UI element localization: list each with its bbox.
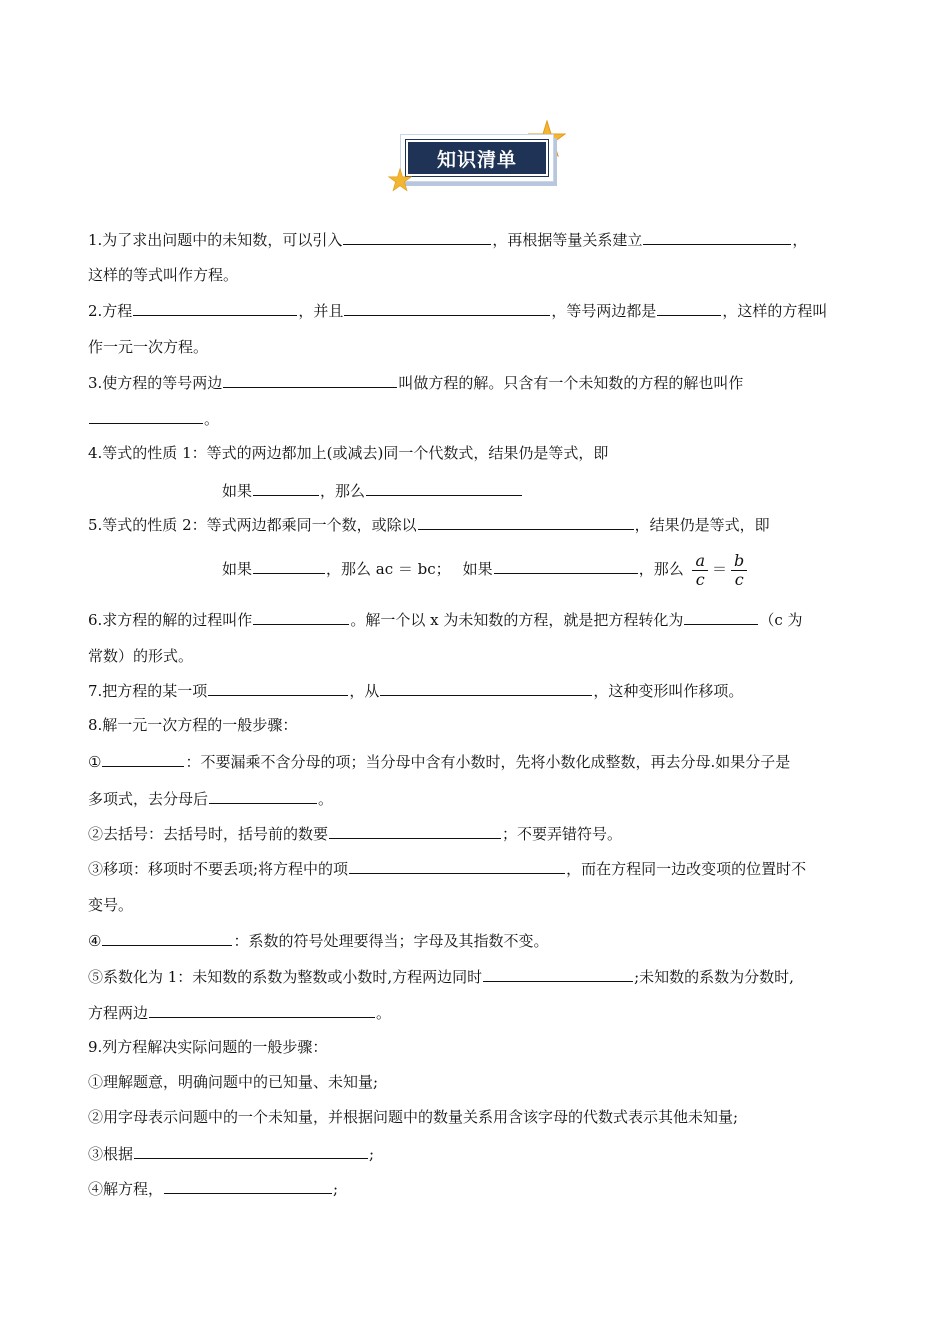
item-text: 1.为了求出问题中的未知数，可以引入 [88, 231, 343, 249]
equals-sign: ＝ [712, 560, 728, 578]
item-text: 叫做方程的解。只含有一个未知数的方程的解也叫作 [398, 374, 744, 392]
item-text: ，那么 [638, 560, 684, 578]
item-text: ⑤系数化为 1：未知数的系数为整数或小数时,方程两边同时 [88, 968, 483, 986]
fill-blank [253, 558, 325, 574]
fraction-b-over-c: $\frac{b}{c}$ [731, 552, 747, 589]
item-text: 多项式，去分母后 [88, 790, 209, 808]
item-text: 7.把方程的某一项 [88, 682, 208, 700]
item-1-line-2: 这样的等式叫作方程。 [88, 266, 239, 284]
star-icon [388, 168, 412, 192]
fill-blank [483, 966, 633, 982]
fraction-a-over-c: $\frac{a}{c}$ [692, 552, 708, 589]
step-8-4 [88, 930, 548, 951]
fill-blank [418, 514, 634, 530]
fill-blank [223, 372, 397, 388]
item-text: 6.求方程的解的过程叫作 [88, 611, 253, 629]
fill-blank [134, 1143, 368, 1159]
item-text: 。 [376, 1004, 392, 1022]
fill-blank [149, 1002, 375, 1018]
fill-blank [329, 823, 501, 839]
item-text: ;未知数的系数为分数时, [634, 968, 794, 986]
item-6-line-1 [88, 609, 803, 630]
item-5-line-1 [88, 514, 770, 535]
item-text: 2.方程 [88, 302, 133, 320]
step-8-1-line-1 [88, 751, 790, 772]
step-8-2 [88, 823, 622, 844]
item-3-line-2 [88, 408, 219, 429]
item-8-heading: 8.解一元一次方程的一般步骤： [88, 716, 298, 734]
item-text: ，并且 [298, 302, 344, 320]
fill-blank [643, 229, 791, 245]
item-text: ， [792, 231, 808, 249]
item-text: ，这种变形叫作移项。 [593, 682, 744, 700]
fill-blank [253, 480, 319, 496]
item-text: ，结果仍是等式，即 [634, 516, 770, 534]
item-text: 如果 [222, 482, 253, 500]
item-text: ：不要漏乘不含分母的项；当分母中含有小数时，先将小数化成整数，再去分母.如果分子是 [185, 753, 791, 771]
item-3-line-1 [88, 372, 743, 393]
fill-blank [684, 609, 758, 625]
step-8-5-line-2 [88, 1002, 391, 1023]
page-title: 知识清单 [436, 148, 517, 171]
item-4-line-2 [222, 480, 523, 501]
fill-blank [380, 680, 592, 696]
step-8-3-line-1 [88, 858, 806, 879]
fill-blank [343, 229, 491, 245]
fill-blank [349, 858, 565, 874]
step-8-5-line-1 [88, 966, 794, 987]
item-2-line-2: 作一元一次方程。 [88, 338, 209, 356]
fill-blank [494, 558, 638, 574]
step-9-3 [88, 1143, 374, 1164]
item-text: 如果 [222, 560, 253, 578]
item-1-line-1 [88, 229, 807, 250]
item-text: 。 [318, 790, 334, 808]
item-9-heading: 9.列方程解决实际问题的一般步骤： [88, 1038, 328, 1056]
item-2-line-1 [88, 300, 827, 321]
fill-blank [344, 300, 550, 316]
item-text: 。解一个以 x 为未知数的方程，就是把方程转化为 [350, 611, 684, 629]
item-text: 5.等式的性质 2：等式两边都乘同一个数，或除以 [88, 516, 417, 534]
item-text: ，从 [349, 682, 380, 700]
item-text: 。 [204, 410, 220, 428]
banner-frame [400, 134, 554, 182]
item-text: 如果 [462, 560, 493, 578]
item-text: ; [369, 1145, 375, 1163]
step-8-3-line-2: 变号。 [88, 896, 134, 914]
item-text: ③根据 [88, 1145, 134, 1163]
item-text: ②去括号：去括号时，括号前的数要 [88, 825, 329, 843]
item-text: 3.使方程的等号两边 [88, 374, 223, 392]
fill-blank [102, 751, 184, 767]
step-9-2: ②用字母表示问题中的一个未知量，并根据问题中的数量关系用含该字母的代数式表示其他未知量; [88, 1108, 739, 1126]
item-text: ，等号两边都是 [551, 302, 657, 320]
item-6-line-2: 常数）的形式。 [88, 647, 194, 665]
item-text: ③移项：移项时不要丢项;将方程中的项 [88, 860, 349, 878]
fill-blank [657, 300, 721, 316]
item-4-line-1: 4.等式的性质 1：等式的两边都加上(或减去)同一个代数式，结果仍是等式，即 [88, 444, 609, 462]
fill-blank [89, 408, 203, 424]
fill-blank [209, 788, 317, 804]
item-text: ; [333, 1180, 339, 1198]
item-text: ：系数的符号处理要得当；字母及其指数不变。 [233, 932, 549, 950]
item-text: ，再根据等量关系建立 [492, 231, 643, 249]
fill-blank [133, 300, 297, 316]
item-5-line-2 [222, 549, 751, 589]
fill-blank [366, 480, 522, 496]
step-8-1-line-2 [88, 788, 333, 809]
section-banner [388, 120, 568, 195]
item-text: ① [88, 753, 102, 771]
item-text: ，而在方程同一边改变项的位置时不 [566, 860, 807, 878]
item-text: ；不要弄错符号。 [502, 825, 623, 843]
fill-blank [208, 680, 348, 696]
item-text: ④解方程， [88, 1180, 164, 1198]
step-9-1: ①理解题意，明确问题中的已知量、未知量; [88, 1073, 379, 1091]
item-text: ④ [88, 932, 102, 950]
fill-blank [102, 930, 232, 946]
item-7 [88, 680, 743, 701]
item-text: ，那么 [320, 482, 366, 500]
item-text: （c 为 [759, 611, 803, 629]
item-text: 方程两边 [88, 1004, 149, 1022]
step-9-4 [88, 1178, 338, 1199]
item-text: ，那么 ac ＝ bc； [326, 560, 451, 578]
fill-blank [253, 609, 349, 625]
item-text: ，这样的方程叫 [722, 302, 828, 320]
fill-blank [164, 1178, 332, 1194]
